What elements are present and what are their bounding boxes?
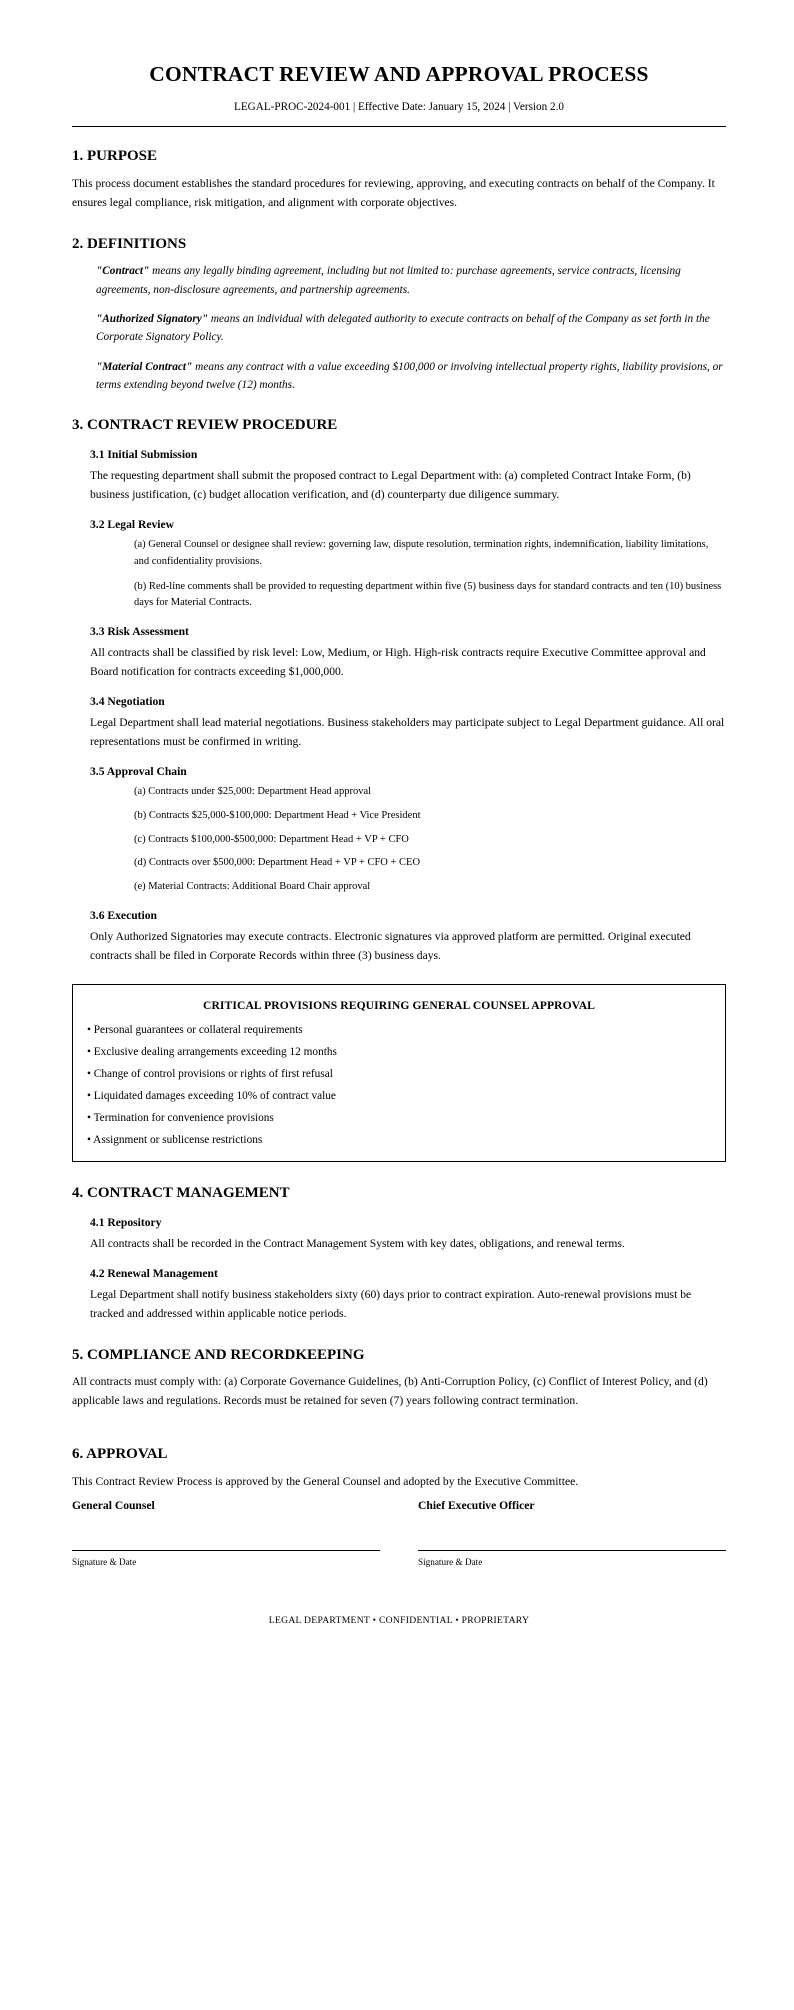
critical-provisions-callout [72, 984, 726, 1163]
header-divider [72, 126, 726, 127]
approval-chain-item: (b) Contracts $25,000-$100,000: Department Head + Vice President [134, 809, 421, 821]
page-title: CONTRACT REVIEW AND APPROVAL PROCESS [149, 62, 649, 86]
subsection-body: The requesting department shall submit the proposed contract to Legal Department with: (a) completed Contract Intake Form, (b) business justification, (c) budget allocation verification, and (d) counterparty due diligence summary. [90, 469, 691, 501]
definitions-list [72, 262, 726, 394]
callout-list-item: • Termination for convenience provisions [87, 1111, 274, 1124]
section-heading-definitions: 2. DEFINITIONS [72, 235, 187, 252]
approval-chain-item: (d) Contracts over $500,000: Department Head + VP + CFO + CEO [134, 857, 421, 869]
subsection-heading: 4.2 Renewal Management [90, 1266, 218, 1280]
section-heading-procedure: 3. CONTRACT REVIEW PROCEDURE [72, 417, 338, 434]
approval-chain-list [90, 784, 726, 896]
definition-item [72, 310, 726, 347]
signature-column-general-counsel [72, 1498, 380, 1569]
subsection-4-2 [72, 1266, 726, 1324]
subsection-heading: 3.6 Execution [90, 908, 157, 922]
subsection-item-list [90, 537, 726, 612]
subsection-heading: 3.1 Initial Submission [90, 447, 198, 461]
signature-block [72, 1498, 726, 1569]
subsection-heading: 4.1 Repository [90, 1215, 162, 1229]
subsection-4-1 [72, 1215, 726, 1254]
signatory-role: Chief Executive Officer [418, 1498, 535, 1512]
signature-column-chief-executive-officer [418, 1498, 726, 1569]
subsection-heading: 3.4 Negotiation [90, 694, 165, 708]
signature-line[interactable] [72, 1550, 380, 1551]
subsection-body: Only Authorized Signatories may execute contracts. Electronic signatures via approved platform are permitted. Original executed contracts shall be filed in Corporate Records within three (3) business days. [90, 930, 691, 962]
subsection-body: All contracts shall be classified by risk level: Low, Medium, or High. High-risk contracts require Executive Committee approval and Board notification for contracts exceeding $1,000,000. [90, 646, 706, 679]
callout-title: CRITICAL PROVISIONS REQUIRING GENERAL COUNSEL APPROVAL [202, 998, 596, 1012]
definition-term: "Material Contract" [96, 360, 193, 373]
section-heading-compliance: 5. COMPLIANCE AND RECORDKEEPING [72, 1346, 365, 1363]
approval-chain-item: (c) Contracts $100,000-$500,000: Department Head + VP + CFO [134, 833, 409, 845]
subsection-3-5 [72, 764, 726, 896]
subsection-3-1 [72, 447, 726, 505]
approval-chain-item: (e) Material Contracts: Additional Board Chair approval [134, 881, 371, 893]
callout-list-item: • Change of control provisions or rights of first refusal [87, 1067, 333, 1080]
document-footer: LEGAL DEPARTMENT • CONFIDENTIAL • PROPRIETARY [268, 1614, 530, 1626]
signature-line[interactable] [418, 1550, 726, 1551]
section-body-purpose: This process document establishes the standard procedures for reviewing, approving, and executing contracts on behalf of the Company. It ensures legal compliance, risk mitigation, and alignment with corporate objectives. [72, 177, 715, 209]
callout-list-item: • Liquidated damages exceeding 10% of contract value [87, 1089, 336, 1102]
subsection-body: All contracts shall be recorded in the Contract Management System with key dates, obligations, and renewal terms. [90, 1237, 625, 1251]
definition-text: means any contract with a value exceeding $100,000 or involving intellectual property rights, liability provisions, or terms extending beyond twelve (12) months. [96, 360, 723, 391]
section-heading-purpose: 1. PURPOSE [72, 148, 158, 165]
definition-text: means any legally binding agreement, including but not limited to: purchase agreements, service contracts, licensing agreements, non-disclosure agreements, and partnership agreements. [96, 265, 681, 296]
definition-text: means an individual with delegated authority to execute contracts on behalf of the Company as set forth in the Corporate Signatory Policy. [96, 313, 710, 344]
subsection-3-6 [72, 908, 726, 966]
definition-term: "Authorized Signatory" [96, 313, 209, 326]
signature-caption: Signature & Date [418, 1556, 483, 1567]
subsection-heading: 3.2 Legal Review [90, 517, 175, 531]
document-metadata-line: LEGAL-PROC-2024-001 | Effective Date: January 15, 2024 | Version 2.0 [234, 100, 564, 113]
definition-item [72, 358, 726, 395]
section-body-compliance: All contracts must comply with: (a) Corporate Governance Guidelines, (b) Anti-Corruption Policy, (c) Conflict of Interest Policy, and (d) applicable laws and regulations. Records must be retained for seven (7) years following contract termination. [72, 1375, 708, 1408]
subsection-item: (a) General Counsel or designee shall review: governing law, dispute resolution, termination rights, indemnification, liability limitations, and confidentiality provisions. [134, 538, 709, 567]
subsection-3-4 [72, 694, 726, 752]
subsection-heading: 3.5 Approval Chain [90, 764, 187, 778]
approval-chain-item: (a) Contracts under $25,000: Department Head approval [134, 785, 372, 797]
signature-caption: Signature & Date [72, 1556, 137, 1567]
signatory-role: General Counsel [72, 1498, 155, 1512]
section-heading-management: 4. CONTRACT MANAGEMENT [72, 1185, 290, 1202]
callout-list-item: • Exclusive dealing arrangements exceeding 12 months [87, 1045, 337, 1058]
subsection-heading: 3.3 Risk Assessment [90, 625, 189, 639]
subsection-body: Legal Department shall lead material negotiations. Business stakeholders may participate subject to Legal Department guidance. All oral representations must be confirmed in writing. [90, 716, 725, 748]
subsection-item: (b) Red-line comments shall be provided to requesting department within five (5) business days for standard contracts and ten (10) business days for Material Contracts. [134, 580, 722, 609]
callout-list-item: • Personal guarantees or collateral requirements [87, 1023, 303, 1036]
subsection-3-2 [72, 517, 726, 612]
definition-term: "Contract" [96, 265, 150, 278]
callout-list-item: • Assignment or sublicense restrictions [87, 1133, 263, 1146]
definition-item [72, 262, 726, 299]
subsection-body: Legal Department shall notify business stakeholders sixty (60) days prior to contract expiration. Auto-renewal provisions must be tracked and addressed within applicable notice periods. [90, 1288, 692, 1320]
subsection-3-3 [72, 624, 726, 682]
section-heading-approval: 6. APPROVAL [72, 1446, 168, 1463]
section-body-approval: This Contract Review Process is approved by the General Counsel and adopted by the Executive Committee. [72, 1474, 579, 1488]
